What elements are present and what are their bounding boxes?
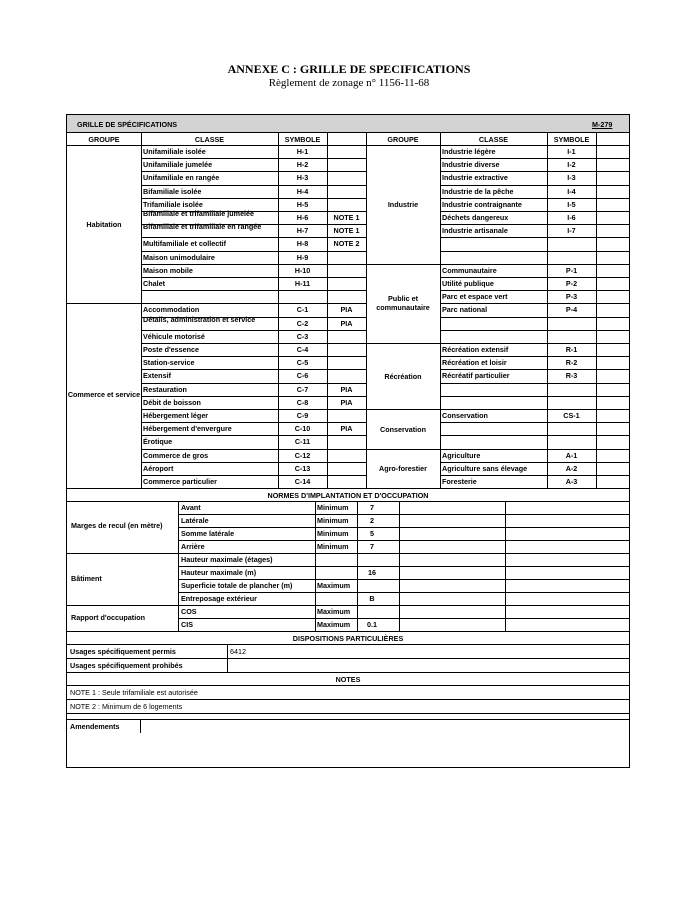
symbole-cell: H-1: [296, 147, 309, 156]
norme-label: Arrière: [181, 542, 205, 552]
grid-line: [440, 422, 629, 423]
classe-cell: Bifamiliale et trifamiliale en rangée: [143, 222, 262, 232]
norme-label: COS: [181, 607, 197, 617]
document-subtitle: Règlement de zonage n° 1156-11-68: [268, 77, 430, 89]
note-cell: PIA: [340, 318, 353, 328]
symbole-cell-right: R-3: [565, 371, 578, 381]
grid-line: [67, 644, 629, 645]
grid-line: [67, 658, 629, 659]
grid-line: [505, 501, 506, 631]
symbole-cell: C-10: [294, 424, 311, 434]
classe-cell-right: Industrie extractive: [442, 173, 508, 183]
norme-label: Hauteur maximale (étages): [181, 555, 273, 565]
note-1: NOTE 1 : Seule trifamiliale est autorisée: [70, 688, 198, 698]
classe-cell-right: Conservation: [442, 411, 488, 420]
classe-cell: Commerce particulier: [143, 477, 217, 486]
notes-title: NOTES: [335, 675, 361, 685]
classe-cell: Hébergement d'envergure: [143, 424, 232, 434]
norme-label: Superficie totale de plancher (m): [181, 581, 293, 591]
norme-value: 7: [370, 542, 374, 552]
symbole-cell-right: R-1: [565, 345, 578, 354]
symbole-cell: H-11: [294, 279, 311, 288]
norme-qualifier: Minimum: [317, 529, 349, 539]
grid-line: [440, 303, 629, 304]
classe-cell: Restauration: [143, 384, 187, 394]
symbole-cell-right: P-1: [565, 265, 578, 275]
classe-cell-right: Récréatif particulier: [442, 371, 510, 381]
grid-line: [140, 719, 141, 733]
grid-line: [178, 605, 629, 606]
classe-cell: Commerce de gros: [143, 450, 209, 460]
classe-cell: Accommodation: [143, 305, 200, 315]
classe-cell-right: Récréation et loisir: [442, 358, 507, 368]
symbole-cell-right: R-2: [565, 358, 578, 368]
classe-cell: Unifamiliale jumelée: [143, 160, 213, 170]
note-cell: NOTE 1: [333, 226, 360, 236]
grid-line: [67, 605, 178, 606]
norme-qualifier: Minimum: [317, 503, 349, 513]
classe-cell: Débit de boisson: [143, 397, 201, 407]
grid-line: [178, 618, 629, 619]
symbole-cell: C-4: [296, 345, 309, 354]
col-header-symbole: SYMBOLE: [284, 135, 321, 144]
classe-cell-right: Parc national: [442, 305, 488, 315]
grid-line: [366, 409, 440, 410]
classe-cell: Unifamiliale isolée: [143, 147, 206, 156]
norme-label: Latérale: [181, 516, 209, 526]
grid-line: [440, 237, 629, 238]
usages-permis-value: 6412: [230, 647, 246, 657]
group-r-cr-ation: Récréation: [384, 372, 422, 381]
grid-line: [440, 356, 629, 357]
norme-qualifier: Maximum: [317, 607, 351, 617]
norme-qualifier: Minimum: [317, 542, 349, 552]
note-2: NOTE 2 : Minimum de 6 logements: [70, 702, 183, 712]
col-header-groupe: GROUPE: [88, 135, 120, 144]
grid-line: [67, 132, 629, 133]
grid-line: [67, 553, 178, 554]
grid-line: [141, 330, 366, 331]
grid-line: [178, 527, 629, 528]
grid-title: GRILLE DE SPÉCIFICATIONS: [77, 120, 178, 129]
classe-cell-right: Industrie artisanale: [442, 226, 508, 236]
grid-line: [440, 396, 629, 397]
grid-line: [178, 592, 629, 593]
symbole-cell-right: I-3: [567, 173, 576, 183]
grid-line: [440, 198, 629, 199]
norme-value: 5: [370, 529, 374, 539]
grid-line: [440, 462, 629, 463]
grid-line: [440, 277, 629, 278]
grid-line: [440, 409, 629, 410]
symbole-cell-right: CS-1: [563, 411, 580, 420]
grid-line: [440, 343, 629, 344]
symbole-cell: H-2: [296, 160, 309, 170]
classe-cell: Érotique: [143, 437, 173, 447]
symbole-cell-right: P-3: [565, 292, 578, 302]
classe-cell-right: Agriculture: [442, 450, 481, 460]
norme-label: Entreposage extérieur: [181, 594, 257, 604]
grid-line: [440, 171, 629, 172]
classe-cell: Hébergement léger: [143, 411, 209, 420]
grid-line: [141, 422, 366, 423]
classe-cell: Bifamiliale et trifamiliale jumelée: [143, 209, 255, 218]
norme-label: Avant: [181, 503, 201, 513]
norme-label: Somme latérale: [181, 529, 235, 539]
note-cell: PIA: [340, 384, 353, 394]
grid-line: [141, 290, 366, 291]
grid-line: [141, 396, 366, 397]
symbole-cell-right: I-1: [567, 147, 576, 156]
classe-cell-right: Industrie légère: [442, 147, 496, 156]
amendements-label: Amendements: [70, 722, 120, 732]
grid-line: [141, 449, 366, 450]
grid-line: [440, 475, 629, 476]
grid-code: M-279: [592, 120, 613, 129]
symbole-cell: C-13: [294, 463, 311, 473]
grid-line: [366, 264, 440, 265]
grid-line: [141, 237, 366, 238]
classe-cell-right: Agriculture sans élevage: [442, 463, 528, 473]
symbole-cell: H-3: [296, 173, 309, 183]
grid-line: [178, 514, 629, 515]
normes-title: NORMES D'IMPLANTATION ET D'OCCUPATION: [267, 491, 429, 501]
grid-line: [67, 719, 629, 720]
classe-cell: Aéroport: [143, 463, 174, 473]
grid-line: [141, 198, 366, 199]
norme-label: Hauteur maximale (m): [181, 568, 257, 578]
symbole-cell: C-3: [296, 331, 309, 341]
grid-line: [440, 224, 629, 225]
note-cell: PIA: [340, 424, 353, 434]
grid-line: [67, 488, 629, 489]
grid-line: [440, 251, 629, 252]
grid-line: [141, 277, 366, 278]
grid-line: [366, 343, 440, 344]
symbole-cell-right: A-3: [565, 477, 578, 486]
classe-cell-right: Communautaire: [442, 265, 497, 275]
classe-cell: Extensif: [143, 371, 171, 381]
grid-line: [315, 501, 316, 631]
grid-line: [141, 303, 366, 304]
symbole-cell-right: A-2: [565, 463, 578, 473]
classe-cell: Bifamiliale isolée: [143, 186, 202, 196]
grid-line: [141, 383, 366, 384]
group-commerce: Commerce et service: [67, 389, 141, 399]
classe-cell-right: Utilité publique: [442, 279, 494, 288]
col-header-symbole-right: SYMBOLE: [553, 135, 590, 144]
symbole-cell-right: I-5: [567, 199, 576, 209]
grid-line: [178, 579, 629, 580]
symbole-cell-right: P-4: [565, 305, 578, 315]
symbole-cell-right: A-1: [565, 450, 578, 460]
norme-qualifier: Minimum: [317, 516, 349, 526]
grid-line: [178, 501, 179, 631]
grid-line: [141, 475, 366, 476]
group-industrie: Industrie: [387, 200, 419, 210]
usages-permis-label: Usages spécifiquement permis: [70, 647, 176, 657]
grid-line: [440, 185, 629, 186]
symbole-cell: H-7: [296, 226, 309, 236]
col-header-groupe-right: GROUPE: [387, 135, 419, 144]
symbole-cell-right: I-7: [567, 226, 576, 236]
grid-line: [141, 171, 366, 172]
grid-line: [141, 264, 366, 265]
classe-cell-right: Industrie diverse: [442, 160, 500, 170]
group-conservation: Conservation: [380, 424, 426, 434]
norme-qualifier: Maximum: [317, 581, 351, 591]
grid-line: [366, 449, 440, 450]
symbole-cell: H-4: [296, 186, 309, 196]
grid-line: [141, 435, 366, 436]
classe-cell: Maison unimodulaire: [143, 252, 215, 262]
symbole-cell: C-6: [296, 371, 309, 381]
batiment-label: Bâtiment: [71, 574, 102, 584]
grid-line: [67, 685, 629, 686]
note-cell: NOTE 1: [333, 213, 360, 222]
grid-line: [141, 409, 366, 410]
document-title: ANNEXE C : GRILLE DE SPECIFICATIONS: [227, 62, 471, 76]
classe-cell: Chalet: [143, 279, 165, 288]
grid-line: [67, 713, 629, 714]
grid-line: [440, 317, 629, 318]
grid-line: [67, 145, 629, 146]
marges-label: Marges de recul (en mètre): [71, 521, 163, 531]
grid-line: [178, 540, 629, 541]
grid-line: [67, 672, 629, 673]
symbole-cell: C-8: [296, 397, 309, 407]
grid-line: [399, 501, 400, 631]
symbole-cell: C-11: [294, 437, 311, 447]
symbole-cell: C-9: [296, 411, 309, 420]
classe-cell-right: Industrie contraignante: [442, 199, 522, 209]
classe-cell: Trifamiliale isolée: [143, 199, 203, 209]
symbole-cell: C-5: [296, 358, 309, 368]
group-agro-forestier: Agro-forestier: [379, 464, 427, 474]
usages-prohibes-label: Usages spécifiquement prohibés: [70, 661, 183, 671]
classe-cell: Véhicule motorisé: [143, 331, 205, 341]
classe-cell-right: Récréation extensif: [442, 345, 509, 354]
note-cell: PIA: [340, 397, 353, 407]
grid-line: [141, 185, 366, 186]
norme-value: 16: [368, 568, 376, 578]
classe-cell: Station-service: [143, 358, 195, 368]
symbole-cell: H-9: [296, 252, 309, 262]
grid-line: [440, 330, 629, 331]
norme-qualifier: Maximum: [317, 620, 351, 630]
group-public-et-communautaire: Public et communautaire: [376, 294, 430, 313]
grid-line: [440, 435, 629, 436]
norme-label: CIS: [181, 620, 193, 630]
rapport-label: Rapport d'occupation: [71, 613, 145, 623]
norme-value: 0.1: [367, 620, 377, 630]
grid-line: [440, 369, 629, 370]
grid-line: [67, 631, 629, 632]
symbole-cell: C-14: [294, 477, 311, 486]
norme-value: B: [369, 594, 375, 604]
symbole-cell: H-8: [296, 239, 309, 249]
grid-line: [141, 158, 366, 159]
classe-cell-right: Foresterie: [442, 477, 477, 486]
symbole-cell: C-2: [296, 318, 309, 328]
note-cell: NOTE 2: [333, 239, 360, 249]
norme-value: 2: [370, 516, 374, 526]
classe-cell: Multifamiliale et collectif: [143, 239, 227, 249]
grid-line: [67, 303, 141, 304]
grid-line: [141, 462, 366, 463]
grid-line: [440, 290, 629, 291]
classe-cell-right: Parc et espace vert: [442, 292, 508, 302]
grid-line: [440, 449, 629, 450]
grid-line: [440, 383, 629, 384]
classe-cell-right: Déchets dangereux: [442, 213, 509, 222]
note-cell: PIA: [340, 305, 353, 315]
symbole-cell-right: P-2: [565, 279, 578, 288]
symbole-cell-right: I-4: [567, 186, 576, 196]
grid-line: [178, 566, 629, 567]
symbole-cell-right: I-2: [567, 160, 576, 170]
grid-line: [178, 553, 629, 554]
symbole-cell: H-6: [296, 213, 309, 222]
classe-cell-right: Industrie de la pêche: [442, 186, 514, 196]
classe-cell: Unifamiliale en rangée: [143, 173, 220, 183]
grid-line: [141, 343, 366, 344]
col-header-classe-right: CLASSE: [478, 135, 509, 144]
grid-line: [141, 356, 366, 357]
symbole-cell: H-10: [294, 265, 311, 275]
symbole-cell: C-1: [296, 305, 309, 315]
grid-line: [67, 699, 629, 700]
grid-line: [440, 211, 629, 212]
symbole-cell-right: I-6: [567, 213, 576, 222]
symbole-cell: C-12: [294, 450, 311, 460]
grid-line: [440, 264, 629, 265]
symbole-cell: H-5: [296, 199, 309, 209]
grid-line: [67, 501, 629, 502]
grid-line: [141, 369, 366, 370]
col-header-classe: CLASSE: [194, 135, 225, 144]
grid-line: [141, 251, 366, 252]
classe-cell: Poste d'essence: [143, 345, 200, 354]
classe-cell: Détails, administration et service: [143, 314, 256, 324]
symbole-cell: C-7: [296, 384, 309, 394]
group-habitation: Habitation: [86, 220, 122, 230]
classe-cell: Maison mobile: [143, 265, 193, 275]
norme-value: 7: [370, 503, 374, 513]
dispositions-title: DISPOSITIONS PARTICULIÈRES: [292, 634, 404, 644]
grid-line: [440, 158, 629, 159]
